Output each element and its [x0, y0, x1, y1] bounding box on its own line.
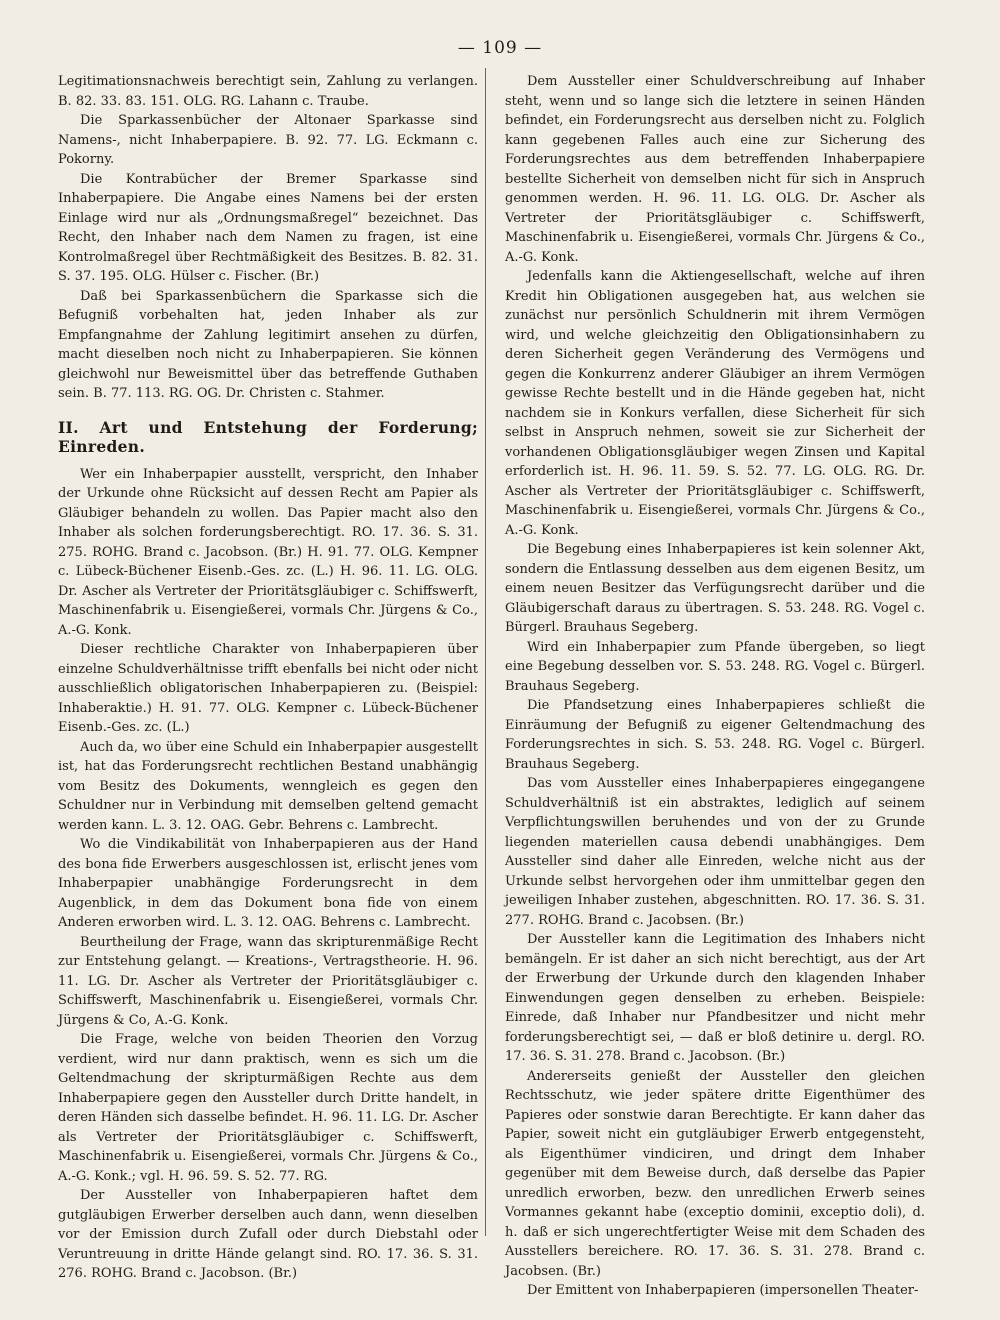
paragraph: Beurtheilung der Frage, wann das skripturenmäßige Recht zur Entstehung gelangt. — Kreations-, Vertragstheorie. H. 96. 11. LG. Dr. Ascher als Vertreter der Prioritätsgläubiger c. Schiffswerft, Maschinenfabrik u. Eisengießerei, vormals Chr. Jürgens & Co, A.-G. Konk.	[58, 934, 478, 1028]
left-column	[58, 72, 478, 1284]
paragraph: Das vom Aussteller eines Inhaberpapieres eingegangene Schuldverhältniß ist ein abstraktes, lediglich auf seinem Verpflichtungswillen beruhendes und von der zu Grunde liegenden materiellen causa debendi unabhängiges. Dem Aussteller sind daher alle Einreden, welche nicht aus der Urkunde selbst hervorgehen oder ihm unmittelbar gegen den jeweiligen Inhaber zustehen, abgeschnitten. RO. 17. 36. S. 31. 277. ROHG. Brand c. Jacobsen. (Br.)	[505, 776, 925, 928]
paragraph: Die Kontrabücher der Bremer Sparkasse sind Inhaberpapiere. Die Angabe eines Namens bei der ersten Einlage wird nur als „Ordnungsmaßregel“ bezeichnet. Das Recht, den Inhaber nach dem Namen zu fragen, ist eine Kontrolmaßregel über Rechtmäßigkeit des Besitzes. B. 82. 31. S. 37. 195. OLG. Hülser c. Fischer. (Br.)	[58, 171, 478, 284]
paragraph: Dem Aussteller einer Schuldverschreibung auf Inhaber steht, wenn und so lange sich die letztere in seinen Händen befindet, ein Forderungsrecht aus derselben nicht zu. Folglich kann gegebenen Falles auch eine zur Sicherung des Forderungsrechtes aus dem betreffenden Inhaberpapiere bestellte Sicherheit von demselben nicht für sich in Anspruch genommen werden. H. 96. 11. LG. OLG. Dr. Ascher als Vertreter der Prioritätsgläubiger c. Schiffswerft, Maschinenfabrik u. Eisengießerei, vormals Chr. Jürgens & Co., A.-G. Konk.	[505, 74, 925, 265]
paragraph: Die Begebung eines Inhaberpapieres ist kein solenner Akt, sondern die Entlassung desselben aus dem eigenen Besitz, um einem neuen Besitzer das Verfügungsrecht darüber und die Gläubigerschaft daraus zu übertragen. S. 53. 248. RG. Vogel c. Bürgerl. Brauhaus Segeberg.	[505, 542, 925, 635]
paragraph: Wer ein Inhaberpapier ausstellt, verspricht, den Inhaber der Urkunde ohne Rücksicht auf dessen Recht am Papier als Gläubiger behandeln zu wollen. Das Papier macht also den Inhaber als solchen forderungsberechtigt. RO. 17. 36. S. 31. 275. ROHG. Brand c. Jacobson. (Br.) H. 91. 77. OLG. Kempner c. Lübeck-Büchener Eisenb.-Ges. zc. (L.) H. 96. 11. LG. OLG. Dr. Ascher als Vertreter der Prioritätsgläubiger c. Schiffswerft, Maschinenfabrik u. Eisengießerei, vormals Chr. Jürgens & Co., A.-G. Konk.	[58, 466, 478, 638]
left-paragraphs-after	[58, 465, 478, 1284]
paragraph: Legitimationsnachweis berechtigt sein, Zahlung zu verlangen. B. 82. 33. 83. 151. OLG. RG. Lahann c. Traube.	[58, 74, 478, 109]
paragraph: Jedenfalls kann die Aktiengesellschaft, welche auf ihren Kredit hin Obligationen ausgegeben hat, aus welchen sie zunächst nur persönlich Schuldnerin mit ihrem Vermögen wird, und welche gleichzeitig den Obligationsinhabern zu deren Sicherheit gegen Veränderung des Vermögens und gegen die Konkurrenz anderer Gläubiger an ihrem Vermögen gewisse Rechte bestellt und in die Hände gegeben hat, nicht nachdem sie in Konkurs verfallen, diese Sicherheit für sich selbst in Anspruch nehmen, soweit sie zur Sicherheit der vorhandenen Obligationsgläubiger wegen Zinsen und Kapital erforderlich ist. H. 96. 11. 59. S. 52. 77. LG. OLG. RG. Dr. Ascher als Vertreter der Prioritätsgläubiger c. Schiffswerft, Maschinenfabrik u. Eisengießerei, vormals Chr. Jürgens & Co., A.-G. Konk.	[505, 269, 925, 538]
column-divider	[485, 68, 486, 1236]
page-number: — 109 —	[457, 38, 543, 58]
paragraph: Auch da, wo über eine Schuld ein Inhaberpapier ausgestellt ist, hat das Forderungsrecht rechtlichen Bestand unabhängig vom Besitz des Dokuments, wenngleich es gegen den Schuldner nur in Verbindung mit demselben geltend gemacht werden kann. L. 3. 12. OAG. Gebr. Behrens c. Lambrecht.	[58, 739, 478, 833]
paragraph: Die Pfandsetzung eines Inhaberpapieres schließt die Einräumung der Befugniß zu eigener Geltendmachung des Forderungsrechtes in sich. S. 53. 248. RG. Vogel c. Bürgerl. Brauhaus Segeberg.	[505, 698, 925, 772]
paragraph: Der Emittent von Inhaberpapieren (impersonellen Theater-	[527, 1283, 919, 1298]
paragraph: Wo die Vindikabilität von Inhaberpapieren aus der Hand des bona fide Erwerbers ausgeschlossen ist, erlischt jenes vom Inhaberpapier unabhängige Forderungsrecht in dem Augenblick, in dem das Dokument bona fide von einem Anderen erworben wird. L. 3. 12. OAG. Behrens c. Lambrecht.	[58, 837, 478, 930]
paragraph: Wird ein Inhaberpapier zum Pfande übergeben, so liegt eine Begebung desselben vor. S. 53. 248. RG. Vogel c. Bürgerl. Brauhaus Segeberg.	[505, 639, 925, 694]
paragraph: Der Aussteller von Inhaberpapieren haftet dem gutgläubigen Erwerber derselben auch dann, wenn dieselben vor der Emission durch Zufall oder durch Diebstahl oder Veruntreuung in dritte Hände gelangt sind. RO. 17. 36. S. 31. 276. ROHG. Brand c. Jacobson. (Br.)	[58, 1188, 478, 1281]
paragraph: Andererseits genießt der Aussteller den gleichen Rechtsschutz, wie jeder spätere dritte Eigenthümer des Papieres oder sonstwie daran Berechtigte. Er kann daher das Papier, soweit nicht ein gutgläubiger Erwerb entgegensteht, als Eigenthümer vindiciren, und dringt dem Inhaber gegenüber mit dem Beweise durch, daß derselbe das Papier unredlich erworben, bezw. den unredlichen Erwerb seines Vormannes gekannt habe (exceptio dominii, exceptio doli), d. h. daß er sich ungerechtfertigter Weise mit dem Schaden des Ausstellers bereichere. RO. 17. 36. S. 31. 278. Brand c. Jacobsen. (Br.)	[505, 1068, 925, 1279]
paragraph: Der Aussteller kann die Legitimation des Inhabers nicht bemängeln. Er ist daher an sich nicht berechtigt, aus der Art der Erwerbung der Urkunde durch den klagenden Inhaber Einwendungen gegen denselben zu erheben. Beispiele: Einrede, daß Inhaber nur Pfandbesitzer und nicht mehr forderungsberechtigt sei, — daß er bloß detinire u. dergl. RO. 17. 36. S. 31. 278. Brand c. Jacobson. (Br.)	[505, 932, 925, 1064]
paragraph: Dieser rechtliche Charakter von Inhaberpapieren über einzelne Schuldverhältnisse trifft ebenfalls bei nicht oder nicht ausschließlich obligatorischen Inhaberpapieren zu. (Beispiel: Inhaberaktie.) H. 91. 77. OLG. Kempner c. Lübeck-Büchener Eisenb.-Ges. zc. (L.)	[58, 642, 478, 735]
paragraph: Die Frage, welche von beiden Theorien den Vorzug verdient, wird nur dann praktisch, wenn es sich um die Geltendmachung der skripturmäßigen Rechte aus dem Inhaberpapiere gegen den Aussteller durch Dritte handelt, in deren Händen sich dasselbe befindet. H. 96. 11. LG. Dr. Ascher als Vertreter der Prioritätsgläubiger c. Schiffswerft, Maschinenfabrik u. Eisengießerei, vormals Chr. Jürgens & Co., A.-G. Konk.; vgl. H. 96. 59. S. 52. 77. RG.	[58, 1032, 478, 1184]
paragraph: Die Sparkassenbücher der Altonaer Sparkasse sind Namens-, nicht Inhaberpapiere. B. 92. 77. LG. Eckmann c. Pokorny.	[58, 113, 478, 167]
right-column	[505, 72, 925, 1301]
paragraph: Daß bei Sparkassenbüchern die Sparkasse sich die Befugniß vorbehalten hat, jeden Inhaber als zur Empfangnahme der Zahlung legitimirt ansehen zu dürfen, macht dieselben noch nicht zu Inhaberpapieren. Sie können gleichwohl nur Beweismittel über das betreffende Guthaben sein. B. 77. 113. RG. OG. Dr. Christen c. Stahmer.	[58, 288, 478, 401]
section-heading: II. Art und Entstehung der Forderung; Einreden.	[58, 417, 478, 456]
left-paragraphs-before	[58, 72, 478, 404]
